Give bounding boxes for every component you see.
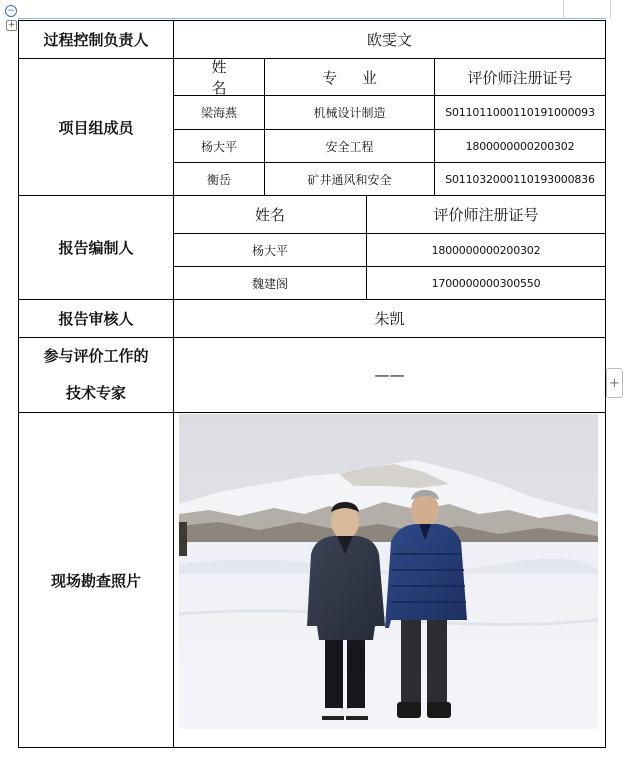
ruler-guide bbox=[610, 0, 611, 18]
reviewer-value: 朱凯 bbox=[173, 299, 606, 338]
team-member-name: 杨大平 bbox=[173, 129, 265, 163]
team-header-name: 姓 名 bbox=[173, 58, 265, 96]
author-name: 杨大平 bbox=[173, 233, 367, 267]
team-header-cert: 评价师注册证号 bbox=[434, 58, 606, 96]
team-member-cert: S011011000110191000093 bbox=[434, 95, 606, 130]
page-top-guide bbox=[18, 18, 606, 19]
experts-label-line2: 技术专家 bbox=[65, 384, 126, 402]
collapse-minus-icon[interactable]: − bbox=[5, 5, 17, 17]
add-column-plus-icon[interactable]: + bbox=[606, 368, 623, 398]
author-cert: 1700000000300550 bbox=[366, 266, 606, 300]
team-member-name: 衡岳 bbox=[173, 162, 265, 196]
site-photo-image bbox=[179, 414, 598, 729]
table-move-handle-icon[interactable]: + bbox=[7, 20, 16, 30]
team-label: 项目组成员 bbox=[18, 58, 174, 196]
experts-label-line1: 参与评价工作的 bbox=[43, 347, 149, 365]
author-header-name: 姓名 bbox=[173, 195, 367, 234]
author-header-cert: 评价师注册证号 bbox=[366, 195, 606, 234]
ruler-guide bbox=[563, 0, 564, 18]
experts-value: —— bbox=[173, 337, 606, 413]
report-author-label: 报告编制人 bbox=[18, 195, 174, 300]
site-photo-label: 现场勘查照片 bbox=[18, 412, 174, 748]
team-member-major: 矿井通风和安全 bbox=[264, 162, 435, 196]
team-member-major: 机械设计制造 bbox=[264, 95, 435, 130]
author-cert: 1800000000200302 bbox=[366, 233, 606, 267]
site-photo bbox=[179, 414, 598, 729]
team-header-major: 专 业 bbox=[264, 58, 435, 96]
experts-label bbox=[18, 337, 174, 413]
reviewer-label: 报告审核人 bbox=[18, 299, 174, 338]
team-member-major: 安全工程 bbox=[264, 129, 435, 163]
process-lead-label: 过程控制负责人 bbox=[18, 20, 174, 59]
author-name: 魏建阁 bbox=[173, 266, 367, 300]
team-member-cert: S011032000110193000836 bbox=[434, 162, 606, 196]
team-member-cert: 1800000000200302 bbox=[434, 129, 606, 163]
process-lead-value: 欧雯文 bbox=[173, 20, 606, 59]
team-member-name: 梁海燕 bbox=[173, 95, 265, 130]
